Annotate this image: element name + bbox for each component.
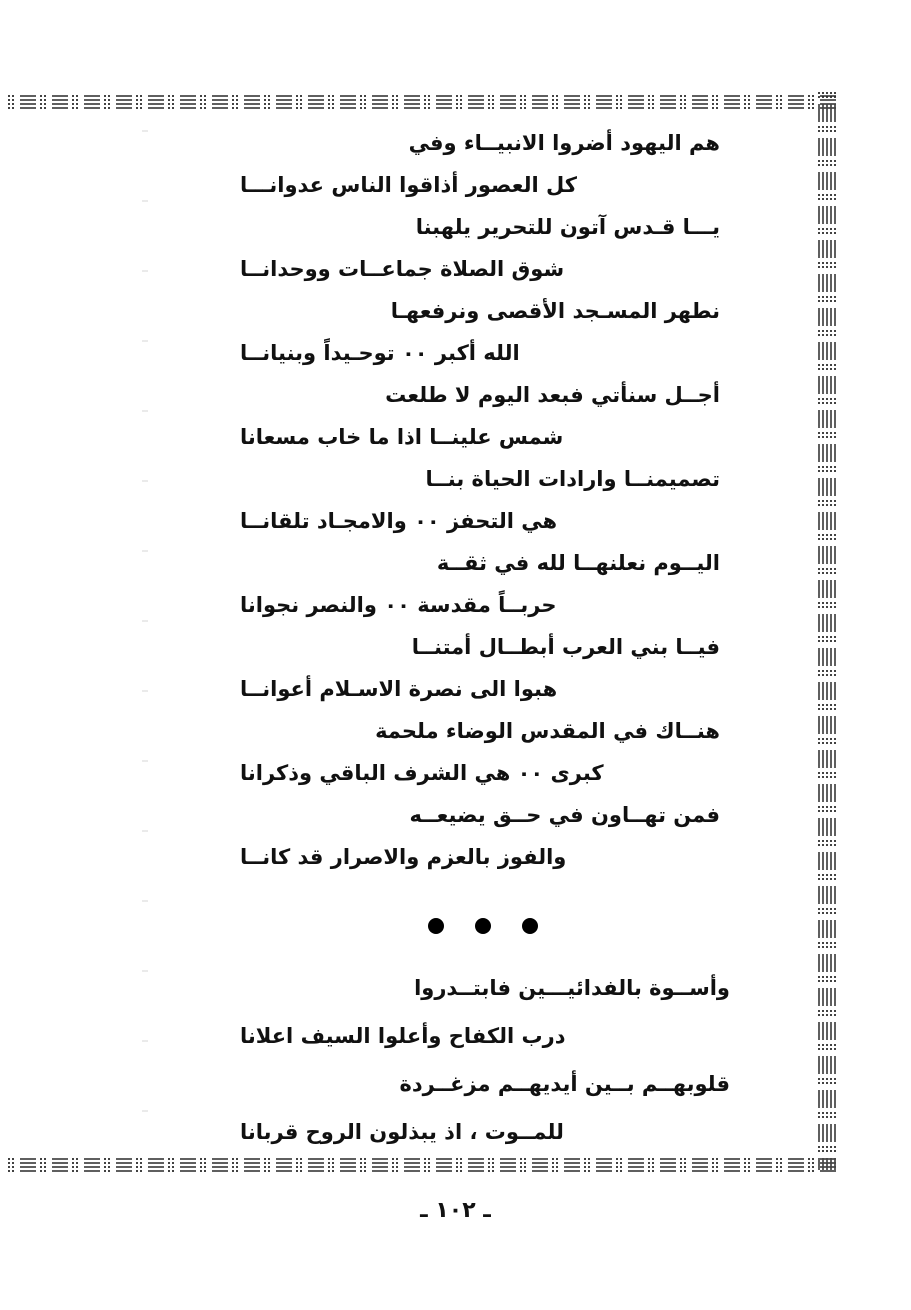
poem-line: فمن تهــاون في حــق يضيعــه xyxy=(409,803,720,827)
page-number: ـ ١٠٢ ـ xyxy=(420,1198,491,1223)
poem-line: درب الكفاح وأعلوا السيف اعلانا xyxy=(240,1024,566,1048)
poem-line: فيــا بني العرب أبطــال أمتنــا xyxy=(411,635,720,659)
poem-line: شوق الصلاة جماعــات ووحدانــا xyxy=(240,257,565,281)
poem-stanza-1 xyxy=(230,122,730,878)
section-separator xyxy=(428,915,538,937)
poem-line: نطهر المسـجد الأقصى ونرفعهـا xyxy=(390,299,720,323)
poem-line: قلوبهــم بــين أيديهــم مزغــردة xyxy=(399,1072,730,1096)
poem-line: وأســوة بالفدائيـــين فابتــدروا xyxy=(414,976,730,1000)
separator-dot-icon xyxy=(475,918,491,934)
decorative-border-bottom xyxy=(8,1158,838,1172)
poem-line: تصميمنــا وارادات الحياة بنــا xyxy=(425,467,720,491)
binding-shadow xyxy=(142,130,148,1130)
poem-line: هم اليهود أضروا الانبيــاء وفي xyxy=(408,131,720,155)
poem-line: اليــوم نعلنهــا لله في ثقــة xyxy=(436,551,720,575)
separator-dot-icon xyxy=(522,918,538,934)
poem-line: أجــل سنأتي فبعد اليوم لا طلعت xyxy=(385,383,720,407)
poem-line: هنــاك في المقدس الوضاء ملحمة xyxy=(375,719,720,743)
poem-line: يـــا قـدس آتون للتحرير يلهبنا xyxy=(415,215,720,239)
decorative-border-top xyxy=(8,95,838,109)
poem-line: شمس علينــا اذا ما خاب مسعانا xyxy=(240,425,564,449)
poem-line: الله أكبر ٠٠ توحـيداً وبنيانــا xyxy=(240,341,520,365)
poem-line: كبرى ٠٠ هي الشرف الباقي وذكرانا xyxy=(240,761,604,785)
separator-dot-icon xyxy=(428,918,444,934)
poem-line: هبوا الى نصرة الاسـلام أعوانــا xyxy=(240,677,558,701)
poem-line: كل العصور أذاقوا الناس عدوانـــا xyxy=(240,173,577,197)
poem-line: والفوز بالعزم والاصرار قد كانــا xyxy=(240,845,567,869)
decorative-border-right xyxy=(818,92,836,1170)
poem-line: حربــاً مقدسة ٠٠ والنصر نجوانا xyxy=(240,593,557,617)
poem-line: هي التحفز ٠٠ والامجـاد تلقانــا xyxy=(240,509,558,533)
poem-line: للمــوت ، اذ يبذلون الروح قربانا xyxy=(240,1120,564,1144)
poem-stanza-2 xyxy=(230,964,740,1156)
